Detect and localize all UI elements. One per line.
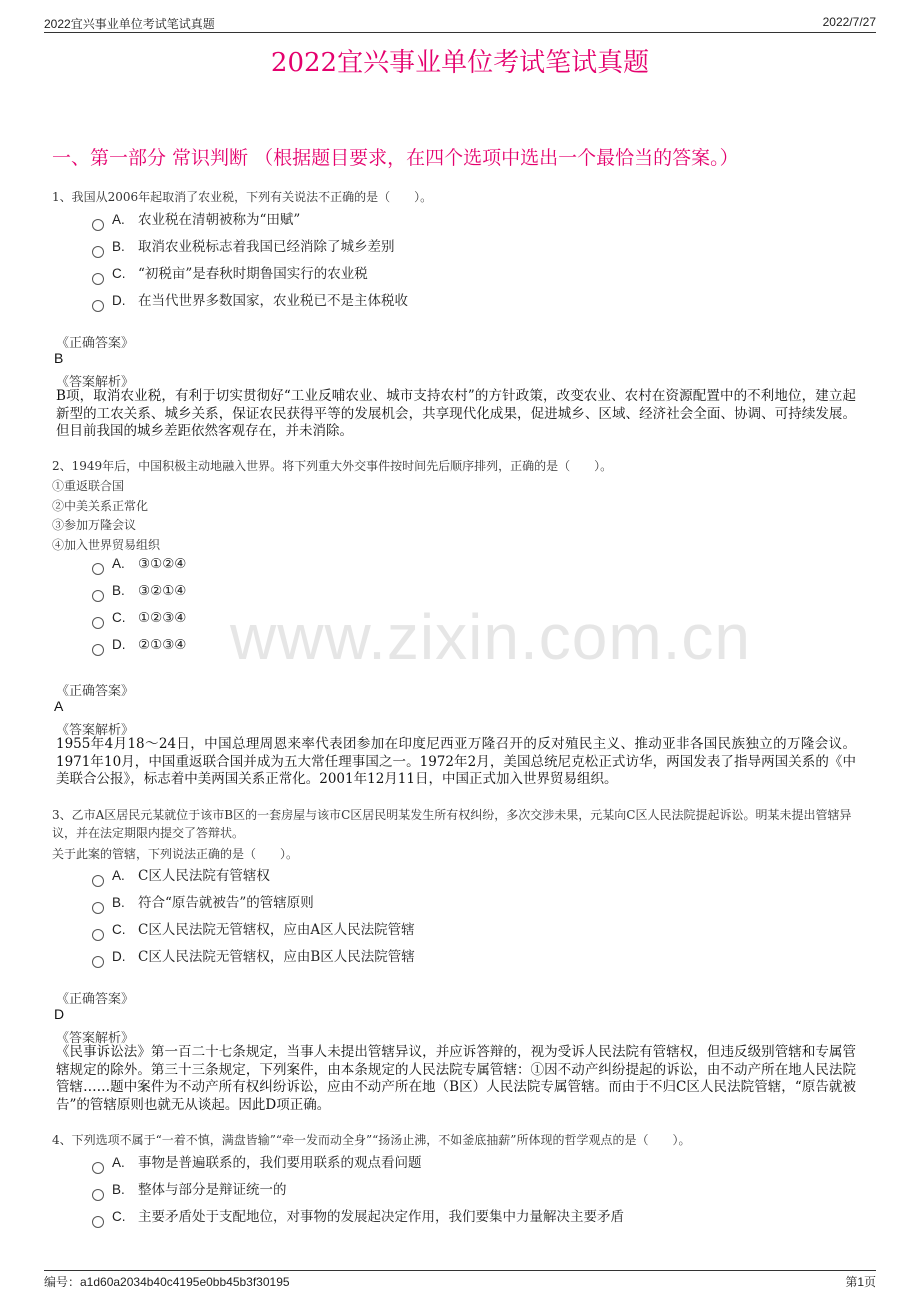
- question-3-stem: 3、乙市A区居民元某就位于该市B区的一套房屋与该市C区居民明某发生所有权纠纷，多次交涉未果，元某向C区人民法院提起诉讼。明某未提出管辖异议，并在法定期限内提交了答辩状。: [52, 808, 852, 840]
- page-title: 2022宜兴事业单位考试笔试真题: [270, 48, 650, 78]
- radio-icon[interactable]: [92, 617, 104, 629]
- radio-icon[interactable]: [92, 590, 104, 602]
- question-2-item: ④加入世界贸易组织: [52, 538, 161, 552]
- question-1-option-d[interactable]: D. 在当代世界多数国家，农业税已不是主体税收: [92, 289, 408, 309]
- radio-icon[interactable]: [92, 300, 104, 312]
- section-heading: 一、第一部分 常识判断 （根据题目要求，在四个选项中选出一个最恰当的答案。）: [52, 147, 739, 169]
- radio-icon[interactable]: [92, 273, 104, 285]
- header-date: 2022/7/27: [822, 15, 876, 29]
- document-id: 编号：a1d60a2034b40c4195e0bb45b3f30195: [44, 1275, 290, 1289]
- question-4-option-a[interactable]: A. 事物是普遍联系的，我们要用联系的观点看问题: [92, 1151, 422, 1171]
- question-3-option-c[interactable]: C. C区人民法院无管辖权，应由A区人民法院管辖: [92, 918, 415, 938]
- question-2-item: ③参加万隆会议: [52, 518, 137, 532]
- radio-icon[interactable]: [92, 956, 104, 968]
- question-2-answer: A: [54, 698, 64, 714]
- radio-icon[interactable]: [92, 902, 104, 914]
- question-2-option-c[interactable]: C. ①②③④: [92, 610, 186, 626]
- question-2-explanation: 1955年4月18～24日，中国总理周恩来率代表团参加在印度尼西亚万隆召开的反对殖民主义、推动亚非各国民族独立的万隆会议。1971年10月，中国重返联合国并成为五大常任理事国之一。1972年2月，美国总统尼克松正式访华，两国发表了指导两国关系的《中美联合公报》，标志着中美两国关系正常化。2001年12月11日，中国正式加入世界贸易组织。: [56, 736, 856, 787]
- question-3-answer: D: [54, 1006, 65, 1022]
- question-4-option-c[interactable]: C. 主要矛盾处于支配地位，对事物的发展起决定作用，我们要集中力量解决主要矛盾: [92, 1205, 624, 1225]
- explanation-label: 《答案解析》: [56, 723, 135, 738]
- question-1-explanation: B项，取消农业税，有利于切实贯彻好“工业反哺农业、城市支持农村”的方针政策，改变农业、农村在资源配置中的不利地位，建立起新型的工农关系、城乡关系，保证农民获得平等的发展机会，共享现代化成果，促进城乡、区域、经济社会全面、协调、可持续发展。但目前我国的城乡差距依然客观存在，并未消除。: [56, 388, 856, 439]
- page-number: 第1页: [845, 1275, 876, 1289]
- question-2-option-a[interactable]: A. ③①②④: [92, 556, 186, 572]
- question-1-stem: 1、我国从2006年起取消了农业税，下列有关说法不正确的是（ ）。: [52, 190, 433, 204]
- question-2-item: ①重返联合国: [52, 479, 125, 493]
- question-3-option-a[interactable]: A. C区人民法院有管辖权: [92, 864, 270, 884]
- explanation-label: 《答案解析》: [56, 1031, 135, 1046]
- question-1-option-a[interactable]: A. 农业税在清朝被称为“田赋”: [92, 208, 300, 228]
- question-3-option-b[interactable]: B. 符合“原告就被告”的管辖原则: [92, 891, 314, 911]
- question-2-stem: 2、1949年后，中国积极主动地融入世界。将下列重大外交事件按时间先后顺序排列，正确的是（ ）。: [52, 459, 613, 473]
- explanation-label: 《答案解析》: [56, 375, 135, 390]
- question-1-option-c[interactable]: C. “初税亩”是春秋时期鲁国实行的农业税: [92, 262, 368, 282]
- question-1-answer: B: [54, 350, 64, 366]
- radio-icon[interactable]: [92, 1189, 104, 1201]
- page-header: [44, 14, 876, 33]
- page-footer: [44, 1270, 876, 1293]
- question-3-stem-2: 关于此案的管辖，下列说法正确的是（ ）。: [52, 847, 299, 861]
- watermark: www.zixin.com.cn: [230, 601, 751, 673]
- question-2-option-b[interactable]: B. ③②①④: [92, 583, 186, 599]
- radio-icon[interactable]: [92, 644, 104, 656]
- answer-label: 《正确答案》: [56, 992, 135, 1007]
- question-2-item: ②中美关系正常化: [52, 499, 149, 513]
- question-2-option-d[interactable]: D. ②①③④: [92, 637, 186, 653]
- question-3-option-d[interactable]: D. C区人民法院无管辖权，应由B区人民法院管辖: [92, 945, 415, 965]
- header-doc-title: 2022宜兴事业单位考试笔试真题: [44, 17, 215, 31]
- radio-icon[interactable]: [92, 875, 104, 887]
- radio-icon[interactable]: [92, 1216, 104, 1228]
- answer-label: 《正确答案》: [56, 684, 135, 699]
- radio-icon[interactable]: [92, 929, 104, 941]
- radio-icon[interactable]: [92, 1162, 104, 1174]
- question-4-option-b[interactable]: B. 整体与部分是辩证统一的: [92, 1178, 287, 1198]
- question-1-option-b[interactable]: B. 取消农业税标志着我国已经消除了城乡差别: [92, 235, 395, 255]
- question-3-explanation: 《民事诉讼法》第一百二十七条规定，当事人未提出管辖异议，并应诉答辩的，视为受诉人民法院有管辖权，但违反级别管辖和专属管辖规定的除外。第三十三条规定，下列案件，由本条规定的人民法院专属管辖：①因不动产纠纷提起的诉讼，由不动产所在地人民法院管辖……题中案件为不动产所有权纠纷诉讼，应由不动产所在地（B区）人民法院专属管辖。而由于不归C区人民法院管辖，“原告就被告”的管辖原则也就无从谈起。因此D项正确。: [56, 1044, 856, 1113]
- radio-icon[interactable]: [92, 563, 104, 575]
- question-4-stem: 4、下列选项不属于“一着不慎，满盘皆输”“牵一发而动全身”“扬汤止沸，不如釜底抽薪”所体现的哲学观点的是（ ）。: [52, 1133, 691, 1147]
- answer-label: 《正确答案》: [56, 336, 135, 351]
- radio-icon[interactable]: [92, 219, 104, 231]
- radio-icon[interactable]: [92, 246, 104, 258]
